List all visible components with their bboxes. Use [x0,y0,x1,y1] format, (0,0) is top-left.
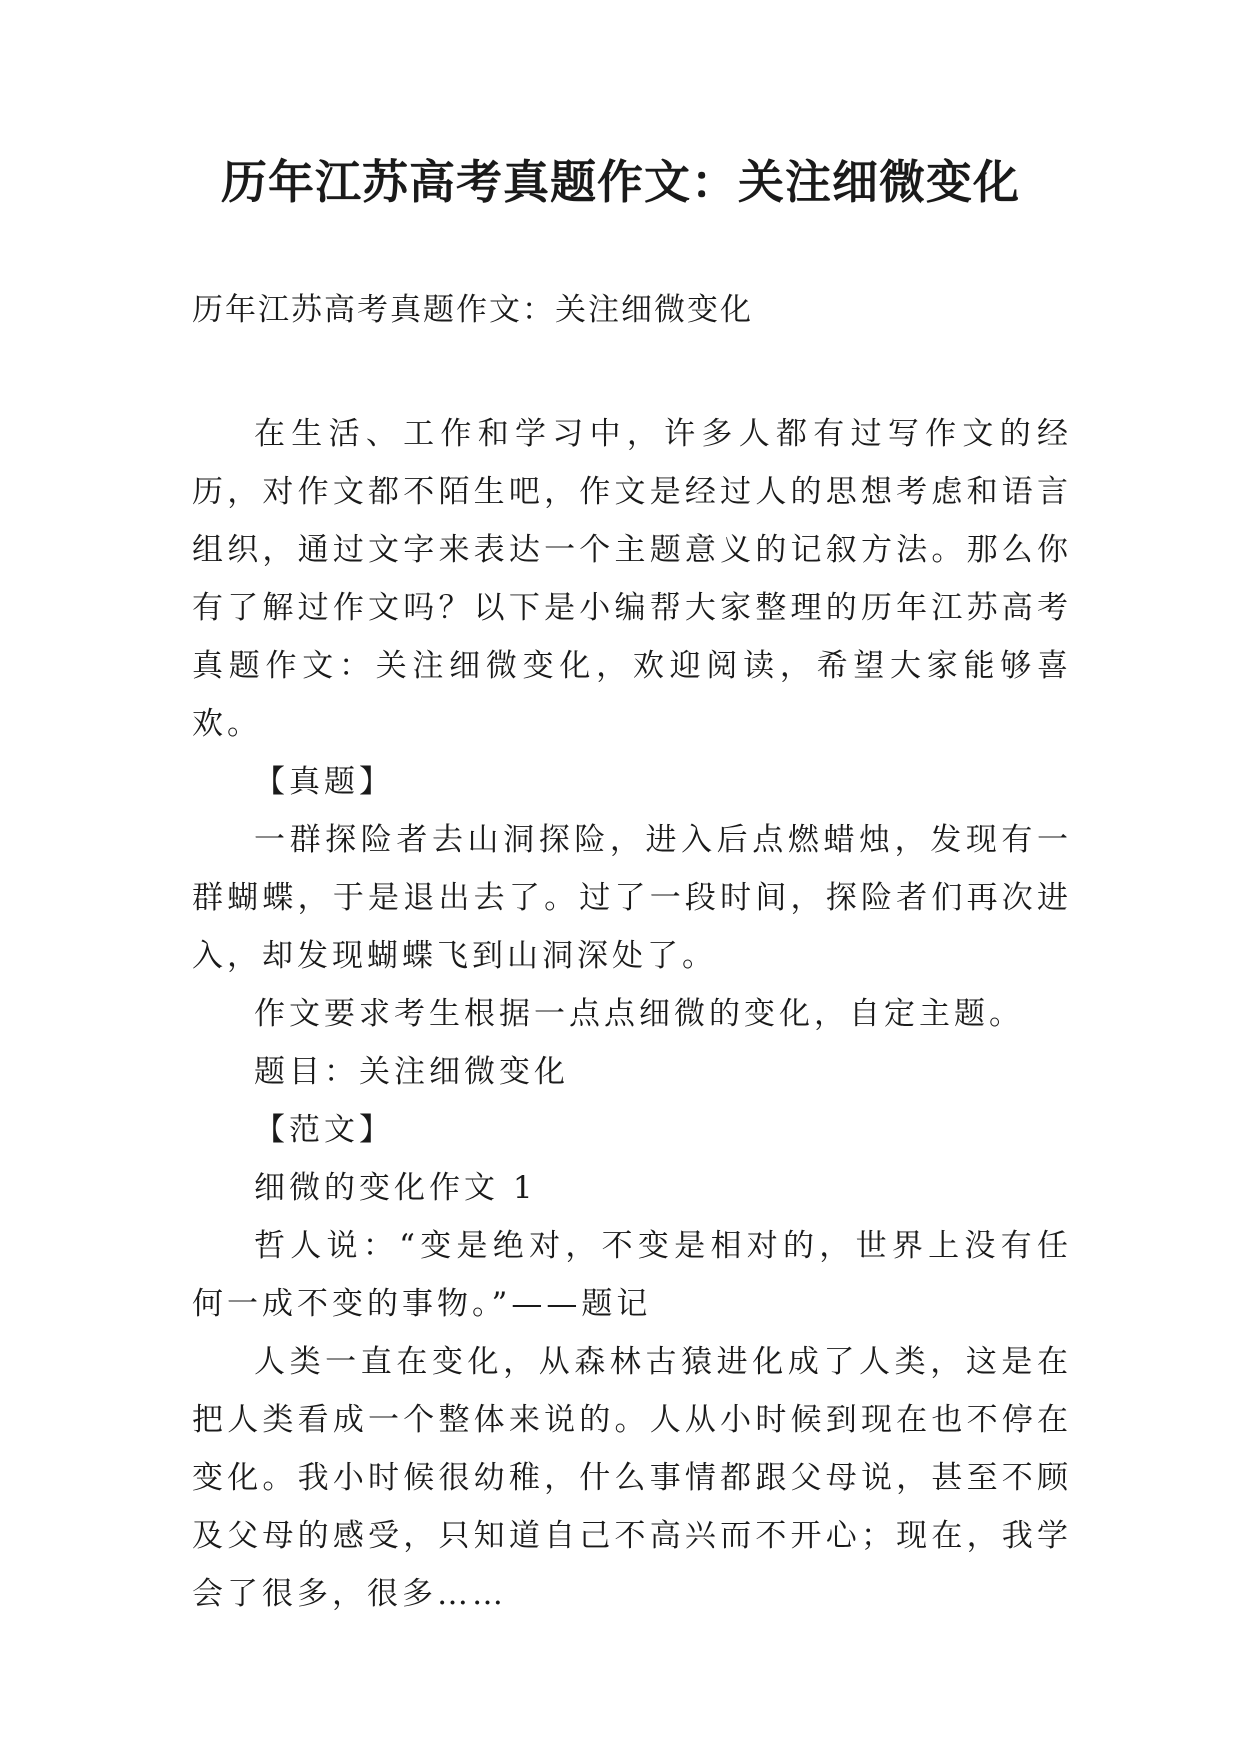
sample-essay-title: 细微的变化作文 1 [254,1170,537,1206]
essay-paragraph: 人类一直在变化，从森林古猿进化成了人类，这是在把人类看成一个整体来说的。人从小时候到现在也不停在变化。我小时候很幼稚，什么事情都跟父母说，甚至不顾及父母的感受，只知道自己不高兴而不开心；现在，我学会了很多，很多…… [192,1344,1072,1612]
exam-requirement-paragraph: 作文要求考生根据一点点细微的变化，自定主题。 [254,996,1024,1032]
epigraph-paragraph: 哲人说：“变是绝对，不变是相对的，世界上没有任何一成不变的事物。”——题记 [192,1228,1072,1322]
exam-prompt-paragraph: 一群探险者去山洞探险，进入后点燃蜡烛，发现有一群蝴蝶，于是退出去了。过了一段时间，探险者们再次进入，却发现蝴蝶飞到山洞深处了。 [192,822,1072,974]
intro-paragraph: 在生活、工作和学习中，许多人都有过写作文的经历，对作文都不陌生吧，作文是经过人的思想考虑和语言组织，通过文字来表达一个主题意义的记叙方法。那么你有了解过作文吗？以下是小编帮大家整理的历年江苏高考真题作文：关注细微变化，欢迎阅读，希望大家能够喜欢。 [192,416,1072,742]
section-heading-sample: 【范文】 [254,1112,394,1148]
section-heading-exam: 【真题】 [254,764,394,800]
document-body [192,405,1072,1623]
document-subtitle: 历年江苏高考真题作文：关注细微变化 [192,292,753,328]
exam-topic-paragraph: 题目：关注细微变化 [254,1054,569,1090]
document-title: 历年江苏高考真题作文：关注细微变化 [221,155,1020,209]
